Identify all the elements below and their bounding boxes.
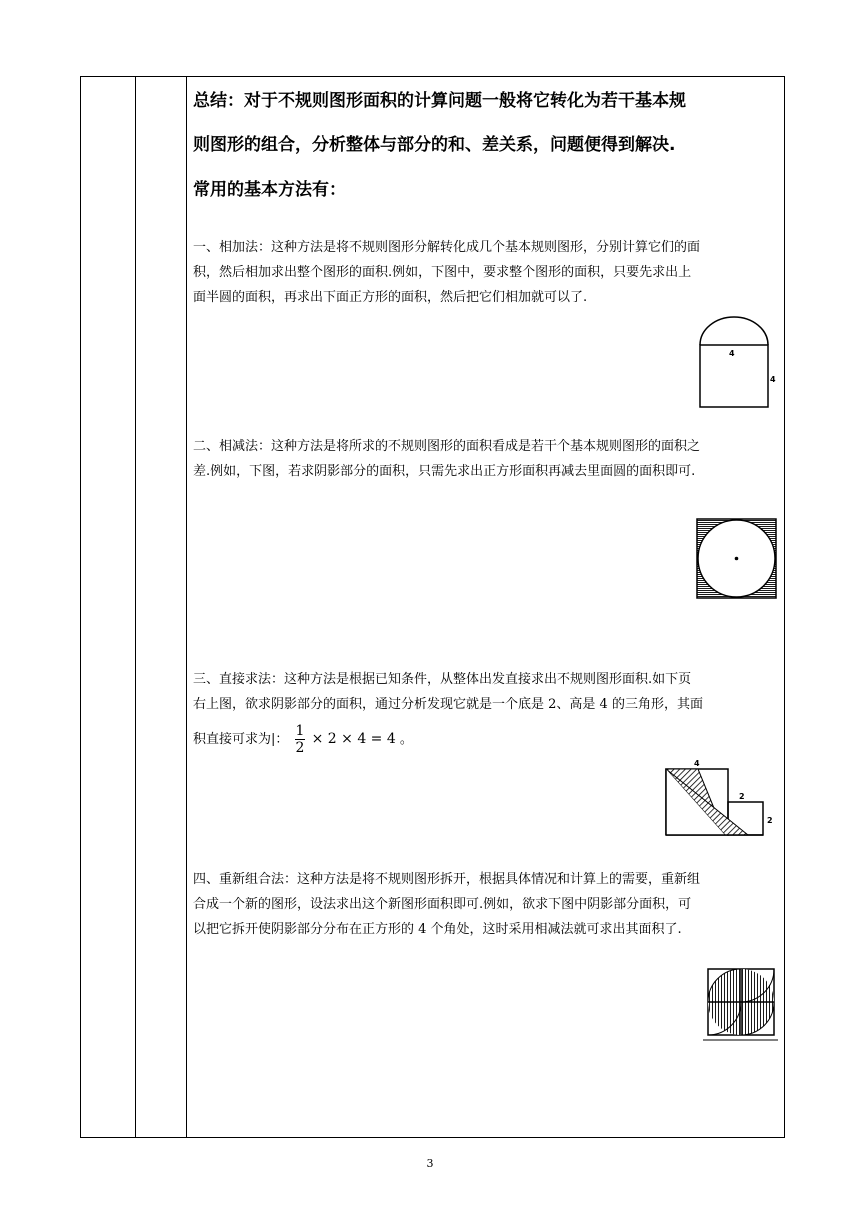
table-column-divider <box>186 77 187 1137</box>
semicircle-square-figure <box>693 310 778 410</box>
formula-line: 积直接可求为|： $\frac{1}{2}$ × 2 × 4 = 4 。 <box>193 723 413 756</box>
figure-label: 2 <box>767 816 773 825</box>
method-direct: 三、直接求法：这种方法是根据已知条件，从整体出发直接求出不规则图形面积.如下页 右上图，欲求阴影部分的面积，通过分析发现它就是一个底是 2、高是 4 的三角形，其面 积直接可求为|： $\frac{1}{2}$ × 2 × 4 = 4 。 <box>193 667 778 756</box>
figure-label: 2 <box>739 792 745 801</box>
triangle-squares-figure <box>663 757 778 839</box>
method-addition: 一、相加法：这种方法是将不规则图形分解转化成几个基本规则图形，分别计算它们的面 积，然后相加求出整个图形的面积.例如，下图中，要求整个图形的面积，只要先求出上 面半圆的面积，再求出下面正方形的面积，然后把它们相加就可以了. <box>193 240 701 305</box>
circle-in-square-figure <box>694 516 779 601</box>
table-column-divider <box>135 77 136 1137</box>
pinwheel-figure <box>703 966 778 1042</box>
method-recombination: 四、重新组合法：这种方法是将不规则图形拆开，根据具体情况和计算上的需要，重新组 合成一个新的图形，设法求出这个新图形面积即可.例如，欲求下图中阴影部分面积，可 以把它拆开使阴影部分分布在正方形的 4 个角处，这时采用相减法就可求出其面积了. <box>193 872 701 937</box>
figure-label: 4 <box>770 375 776 384</box>
summary-line: 常用的基本方法有： <box>193 180 346 200</box>
summary-line: 则图形的组合，分析整体与部分的和、差关系，问题便得到解决. <box>193 135 676 155</box>
method-subtraction: 二、相减法：这种方法是将所求的不规则图形的面积看成是若干个基本规则图形的面积之 差.例如，下图，若求阴影部分的面积，只需先求出正方形面积再减去里面圆的面积即可. <box>193 439 701 479</box>
fraction: $\frac{1}{2}$ <box>295 723 305 756</box>
figure-label: 4 <box>729 349 735 358</box>
summary-line: 总结：对于不规则图形面积的计算问题一般将它转化为若干基本规 <box>193 91 686 111</box>
figure-label: 4 <box>694 759 700 768</box>
page-number: 3 <box>426 1157 434 1170</box>
